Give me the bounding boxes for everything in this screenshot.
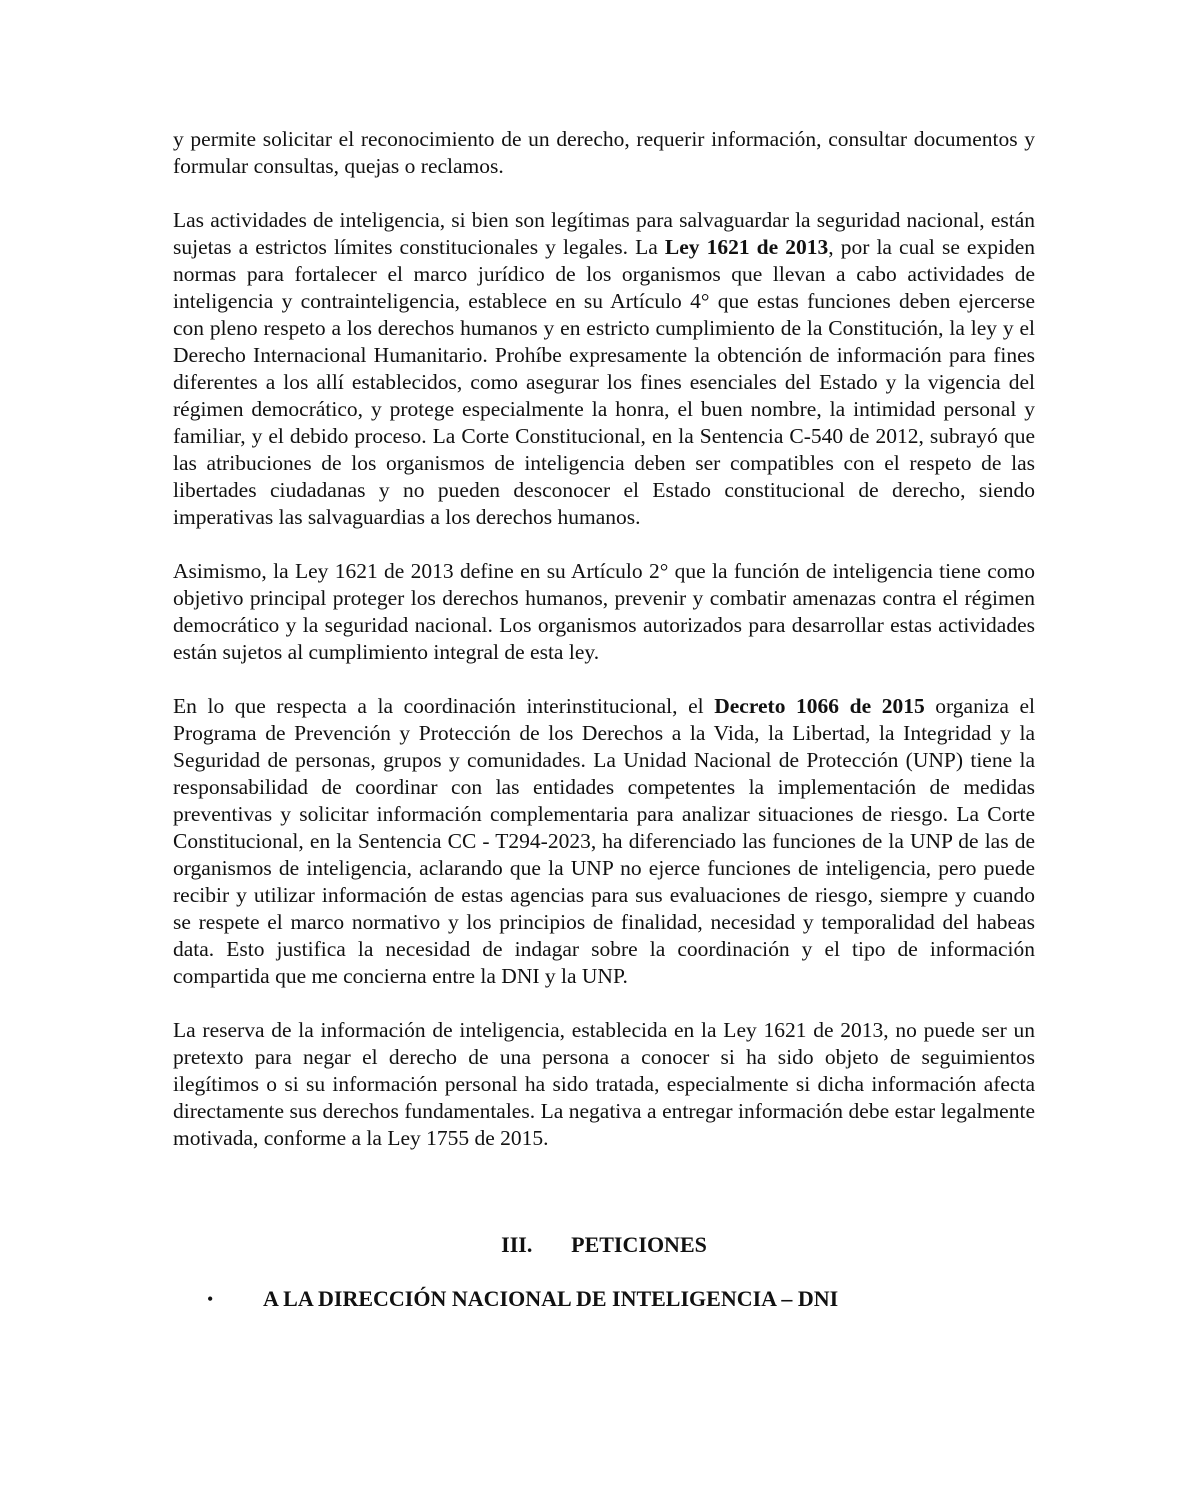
paragraph-derecho-peticion (173, 126, 1035, 180)
paragraph-2-text-a: Las actividades de inteligencia, si bien son legítimas para salvaguardar la seguridad nacional, están sujetas a estrictos límites constitucionales y legales. La (173, 208, 1035, 259)
paragraph-funcion-inteligencia (173, 558, 1035, 666)
section-heading-peticiones (173, 1230, 1035, 1260)
paragraph-4-text-b: organiza el Programa de Prevención y Protección de los Derechos a la Vida, la Libertad, la Integridad y la Seguridad de personas, grupos y comunidades. La Unidad Nacional de Protección (UNP) tiene la responsabilidad de coordinar con las entidades competentes la implementación de medidas preventivas y solicitar información complementaria para analizar situaciones de riesgo. La Corte Constitucional, en la Sentencia CC - T294-2023, ha diferenciado las funciones de la UNP de las de organismos de inteligencia, aclarando que la UNP no ejerce funciones de inteligencia, pero puede recibir y utilizar información de estas agencias para sus evaluaciones de riesgo, siempre y cuando se respete el marco normativo y los principios de finalidad, necesidad y temporalidad del habeas data. Esto justifica la necesidad de indagar sobre la coordinación y el tipo de información compartida que me concierna entre la DNI y la UNP. (173, 694, 1036, 988)
paragraph-5-text: La reserva de la información de inteligencia, establecida en la Ley 1621 de 2013, no puede ser un pretexto para negar el derecho de una persona a conocer si ha sido objeto de seguimientos ilegítimos o si su información personal ha sido tratada, especialmente si dicha información afecta directamente sus derechos fundamentales. La negativa a entregar información debe estar legalmente motivada, conforme a la Ley 1755 de 2015. (173, 1018, 1035, 1150)
section-title: PETICIONES (571, 1232, 707, 1257)
paragraph-1-text: y permite solicitar el reconocimiento de un derecho, requerir información, consultar documentos y formular consultas, quejas o reclamos. (173, 127, 1035, 178)
bullet-item-label: A LA DIRECCIÓN NACIONAL DE INTELIGENCIA – DNI (263, 1286, 839, 1311)
document-body (173, 126, 1036, 1311)
paragraph-4-text-a: En lo que respecta a la coordinación interinstitucional, el (173, 694, 715, 718)
paragraph-3-text: Asimismo, la Ley 1621 de 2013 define en su Artículo 2° que la función de inteligencia tiene como objetivo principal proteger los derechos humanos, prevenir y combatir amenazas contra el régimen democrático y la seguridad nacional. Los organismos autorizados para desarrollar estas actividades están sujetos al cumplimiento integral de esta ley. (173, 559, 1035, 664)
bullet-icon: • (207, 1289, 214, 1309)
ley-1621-reference: Ley 1621 de 2013 (664, 235, 829, 259)
paragraph-coordinacion-interinstitucional (173, 693, 1035, 990)
section-number: III. (501, 1232, 533, 1257)
paragraph-reserva-informacion (173, 1017, 1035, 1152)
paragraph-2-text-b: , por la cual se expiden normas para fortalecer el marco jurídico de los organismos que llevan a cabo actividades de inteligencia y contrainteligencia, establece en su Artículo 4° que estas funciones deben ejercerse con pleno respeto a los derechos humanos y en estricto cumplimiento de la Constitución, la ley y el Derecho Internacional Humanitario. Prohíbe expresamente la obtención de información para fines diferentes a los allí establecidos, como asegurar los fines esenciales del Estado y la vigencia del régimen democrático, y protege especialmente la honra, el buen nombre, la intimidad personal y familiar, y el debido proceso. La Corte Constitucional, en la Sentencia C-540 de 2012, subrayó que las atribuciones de los organismos de inteligencia deben ser compatibles con el respeto de las libertades ciudadanas y no pueden desconocer el Estado constitucional de derecho, siendo imperativas las salvaguardias a los derechos humanos. (173, 235, 1035, 529)
decreto-1066-reference: Decreto 1066 de 2015 (714, 694, 925, 718)
paragraph-actividades-inteligencia (173, 207, 1035, 531)
